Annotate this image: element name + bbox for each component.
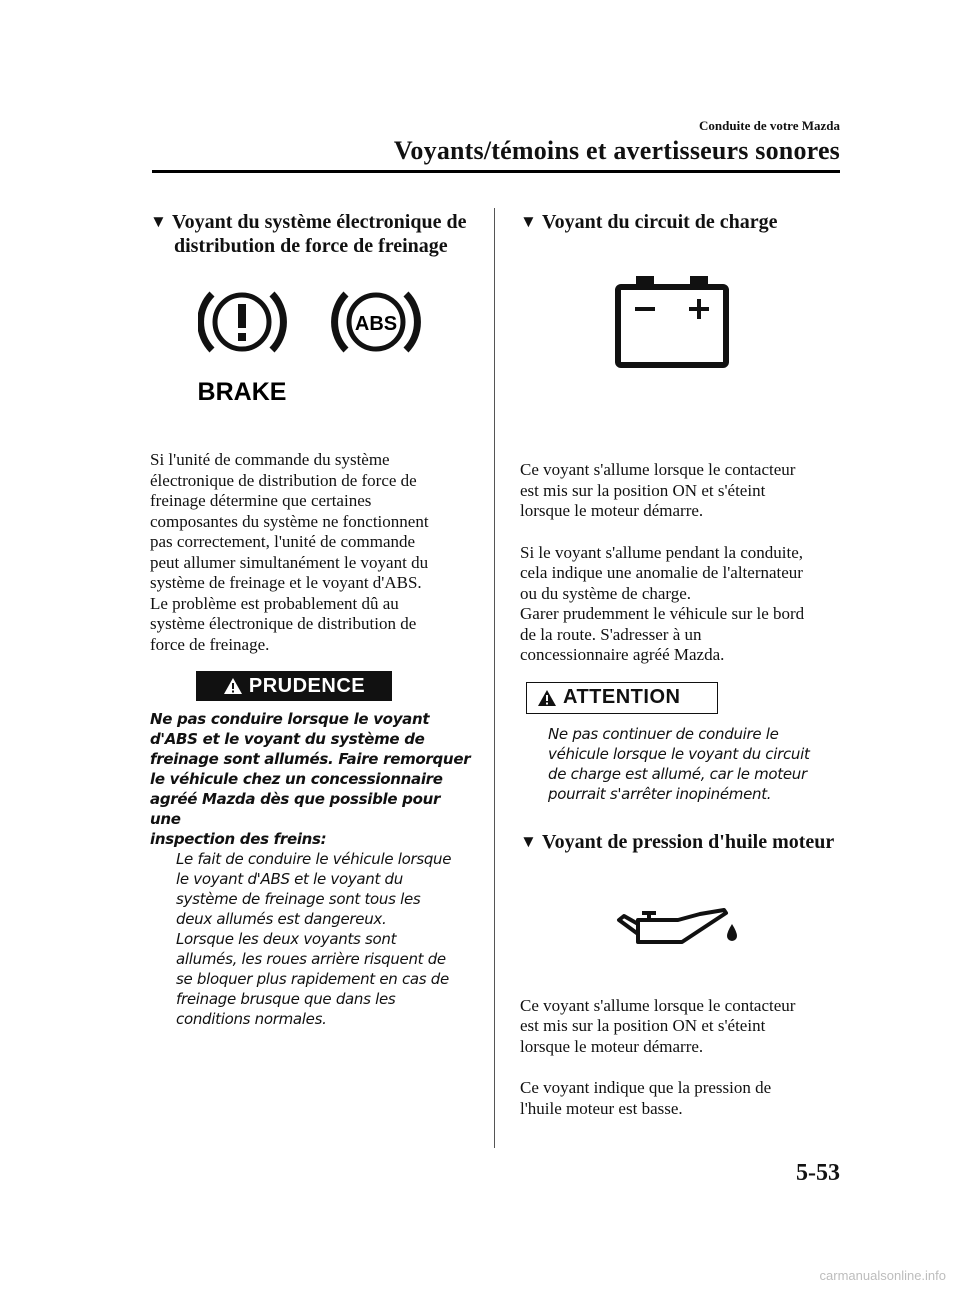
oil-heading: [520, 830, 840, 854]
ebd-body: [150, 450, 472, 655]
ebd-line: peut allumer simultanément le voyant du: [150, 552, 429, 572]
ebd-heading-line1: Voyant du système électronique de: [172, 211, 467, 233]
charge-line: Si le voyant s'allume pendant la conduite,: [520, 542, 804, 562]
charge-line: de la route. S'adresser à un: [520, 624, 702, 644]
attention-line: Ne pas continuer de conduire le: [548, 724, 779, 743]
brake-icon-label: BRAKE: [198, 378, 287, 404]
caution-detail-line: le voyant d'ABS et le voyant du: [176, 870, 403, 888]
ebd-line: Le problème est probablement dû au: [150, 593, 399, 613]
caution-text: [150, 709, 472, 1029]
charge-para-2: [520, 543, 840, 666]
attention-line: de charge est allumé, car le moteur: [548, 764, 807, 783]
exclamation-triangle-icon: [537, 689, 557, 707]
charge-line: Garer prudemment le véhicule sur le bord: [520, 604, 805, 623]
caution-detail-line: freinage brusque que dans les: [176, 990, 396, 1008]
ebd-line: pas correctement, l'unité de commande: [150, 532, 416, 551]
caution-detail-line: système de freinage sont tous les: [176, 890, 421, 908]
oil-line: Ce voyant indique que la pression de: [520, 1078, 772, 1097]
ebd-heading-line2: distribution de force de freinage: [174, 235, 448, 257]
brake-warning-icon: [198, 284, 298, 404]
abs-warning-icon: [330, 284, 430, 374]
attention-line: véhicule lorsque le voyant du circuit: [548, 744, 810, 763]
oil-para-2: [520, 1078, 840, 1119]
charge-heading-text: Voyant du circuit de charge: [542, 211, 778, 233]
watermark: carmanualsonline.info: [819, 1268, 946, 1283]
ebd-line: force de freinage.: [150, 634, 270, 654]
oil-heading-text: Voyant de pression d'huile moteur: [542, 830, 835, 853]
charge-line: Ce voyant s'allume lorsque le contacteur: [520, 460, 796, 479]
column-divider: [494, 208, 495, 1148]
charge-heading: [520, 210, 840, 234]
caution-detail-line: deux allumés est dangereux.: [176, 910, 387, 928]
attention-label: ATTENTION: [563, 686, 681, 708]
oil-line: Ce voyant s'allume lorsque le contacteur: [520, 995, 796, 1015]
ebd-line: freinage détermine que certaines: [150, 491, 372, 510]
ebd-line: système de freinage et le voyant d'ABS.: [150, 573, 422, 592]
battery-icon: [612, 276, 732, 371]
caution-bold-line: inspection des freins:: [150, 830, 327, 848]
charge-line: ou du système de charge.: [520, 583, 692, 603]
caution-detail-line: conditions normales.: [176, 1010, 327, 1028]
charge-para-1: [520, 460, 840, 522]
charge-line: lorsque le moteur démarre.: [520, 501, 704, 520]
attention-line: pourrait s'arrêter inopinément.: [548, 784, 772, 803]
oil-can-icon: [616, 908, 740, 954]
caution-bold-line: le véhicule chez un concessionnaire: [150, 770, 443, 788]
ebd-line: composantes du système ne fonctionnent: [150, 511, 429, 531]
caution-bold-line: d'ABS et le voyant du système de: [150, 730, 425, 748]
battery-icon-wrap: [520, 276, 840, 372]
caution-detail-line: se bloquer plus rapidement en cas de: [176, 970, 449, 988]
ebd-line: électronique de distribution de force de: [150, 470, 417, 490]
ebd-line: Si l'unité de commande du système: [150, 450, 390, 469]
caution-label: PRUDENCE: [248, 674, 366, 697]
oil-line: l'huile moteur est basse.: [520, 1098, 683, 1118]
charge-line: cela indique une anomalie de l'alternateur: [520, 563, 803, 582]
caution-detail-line: Lorsque les deux voyants sont: [176, 930, 397, 948]
abs-icon-label: ABS: [354, 313, 398, 335]
ebd-heading: [150, 210, 472, 258]
oil-icon-wrap: [520, 908, 840, 954]
attention-text: [520, 724, 840, 804]
header-title: Voyants/témoins et avertisseurs sonores: [393, 136, 840, 165]
warning-icons-row: [150, 278, 472, 410]
triangle-down-icon: ▼: [520, 212, 537, 231]
header-rule: [152, 170, 840, 173]
left-column: [150, 210, 472, 1029]
caution-bold-line: agréé Mazda dès que possible pour une: [150, 790, 441, 828]
caution-bold-line: Ne pas conduire lorsque le voyant: [150, 710, 430, 728]
triangle-down-icon: ▼: [150, 212, 167, 231]
page-number: 5-53: [796, 1160, 840, 1186]
charge-line: concessionnaire agréé Mazda.: [520, 645, 725, 664]
triangle-down-icon: ▼: [520, 831, 537, 851]
exclamation-triangle-icon: [223, 677, 243, 695]
caution-detail-line: Le fait de conduire le véhicule lorsque: [176, 850, 452, 868]
charge-line: est mis sur la position ON et s'éteint: [520, 480, 766, 500]
caution-badge-wrap: [150, 671, 472, 701]
ebd-line: système électronique de distribution de: [150, 614, 417, 633]
attention-badge-wrap: [520, 682, 840, 714]
header-section-label: Conduite de votre Mazda: [699, 118, 840, 133]
caution-detail-line: allumés, les roues arrière risquent de: [176, 950, 446, 968]
oil-line: est mis sur la position ON et s'éteint: [520, 1016, 766, 1035]
caution-detail: [150, 849, 472, 1029]
caution-bold-line: freinage sont allumés. Faire remorquer: [150, 750, 471, 768]
caution-badge: [196, 671, 392, 701]
right-column: [520, 210, 840, 1119]
attention-badge: [526, 682, 718, 714]
oil-line: lorsque le moteur démarre.: [520, 1036, 704, 1056]
oil-para-1: [520, 996, 840, 1058]
